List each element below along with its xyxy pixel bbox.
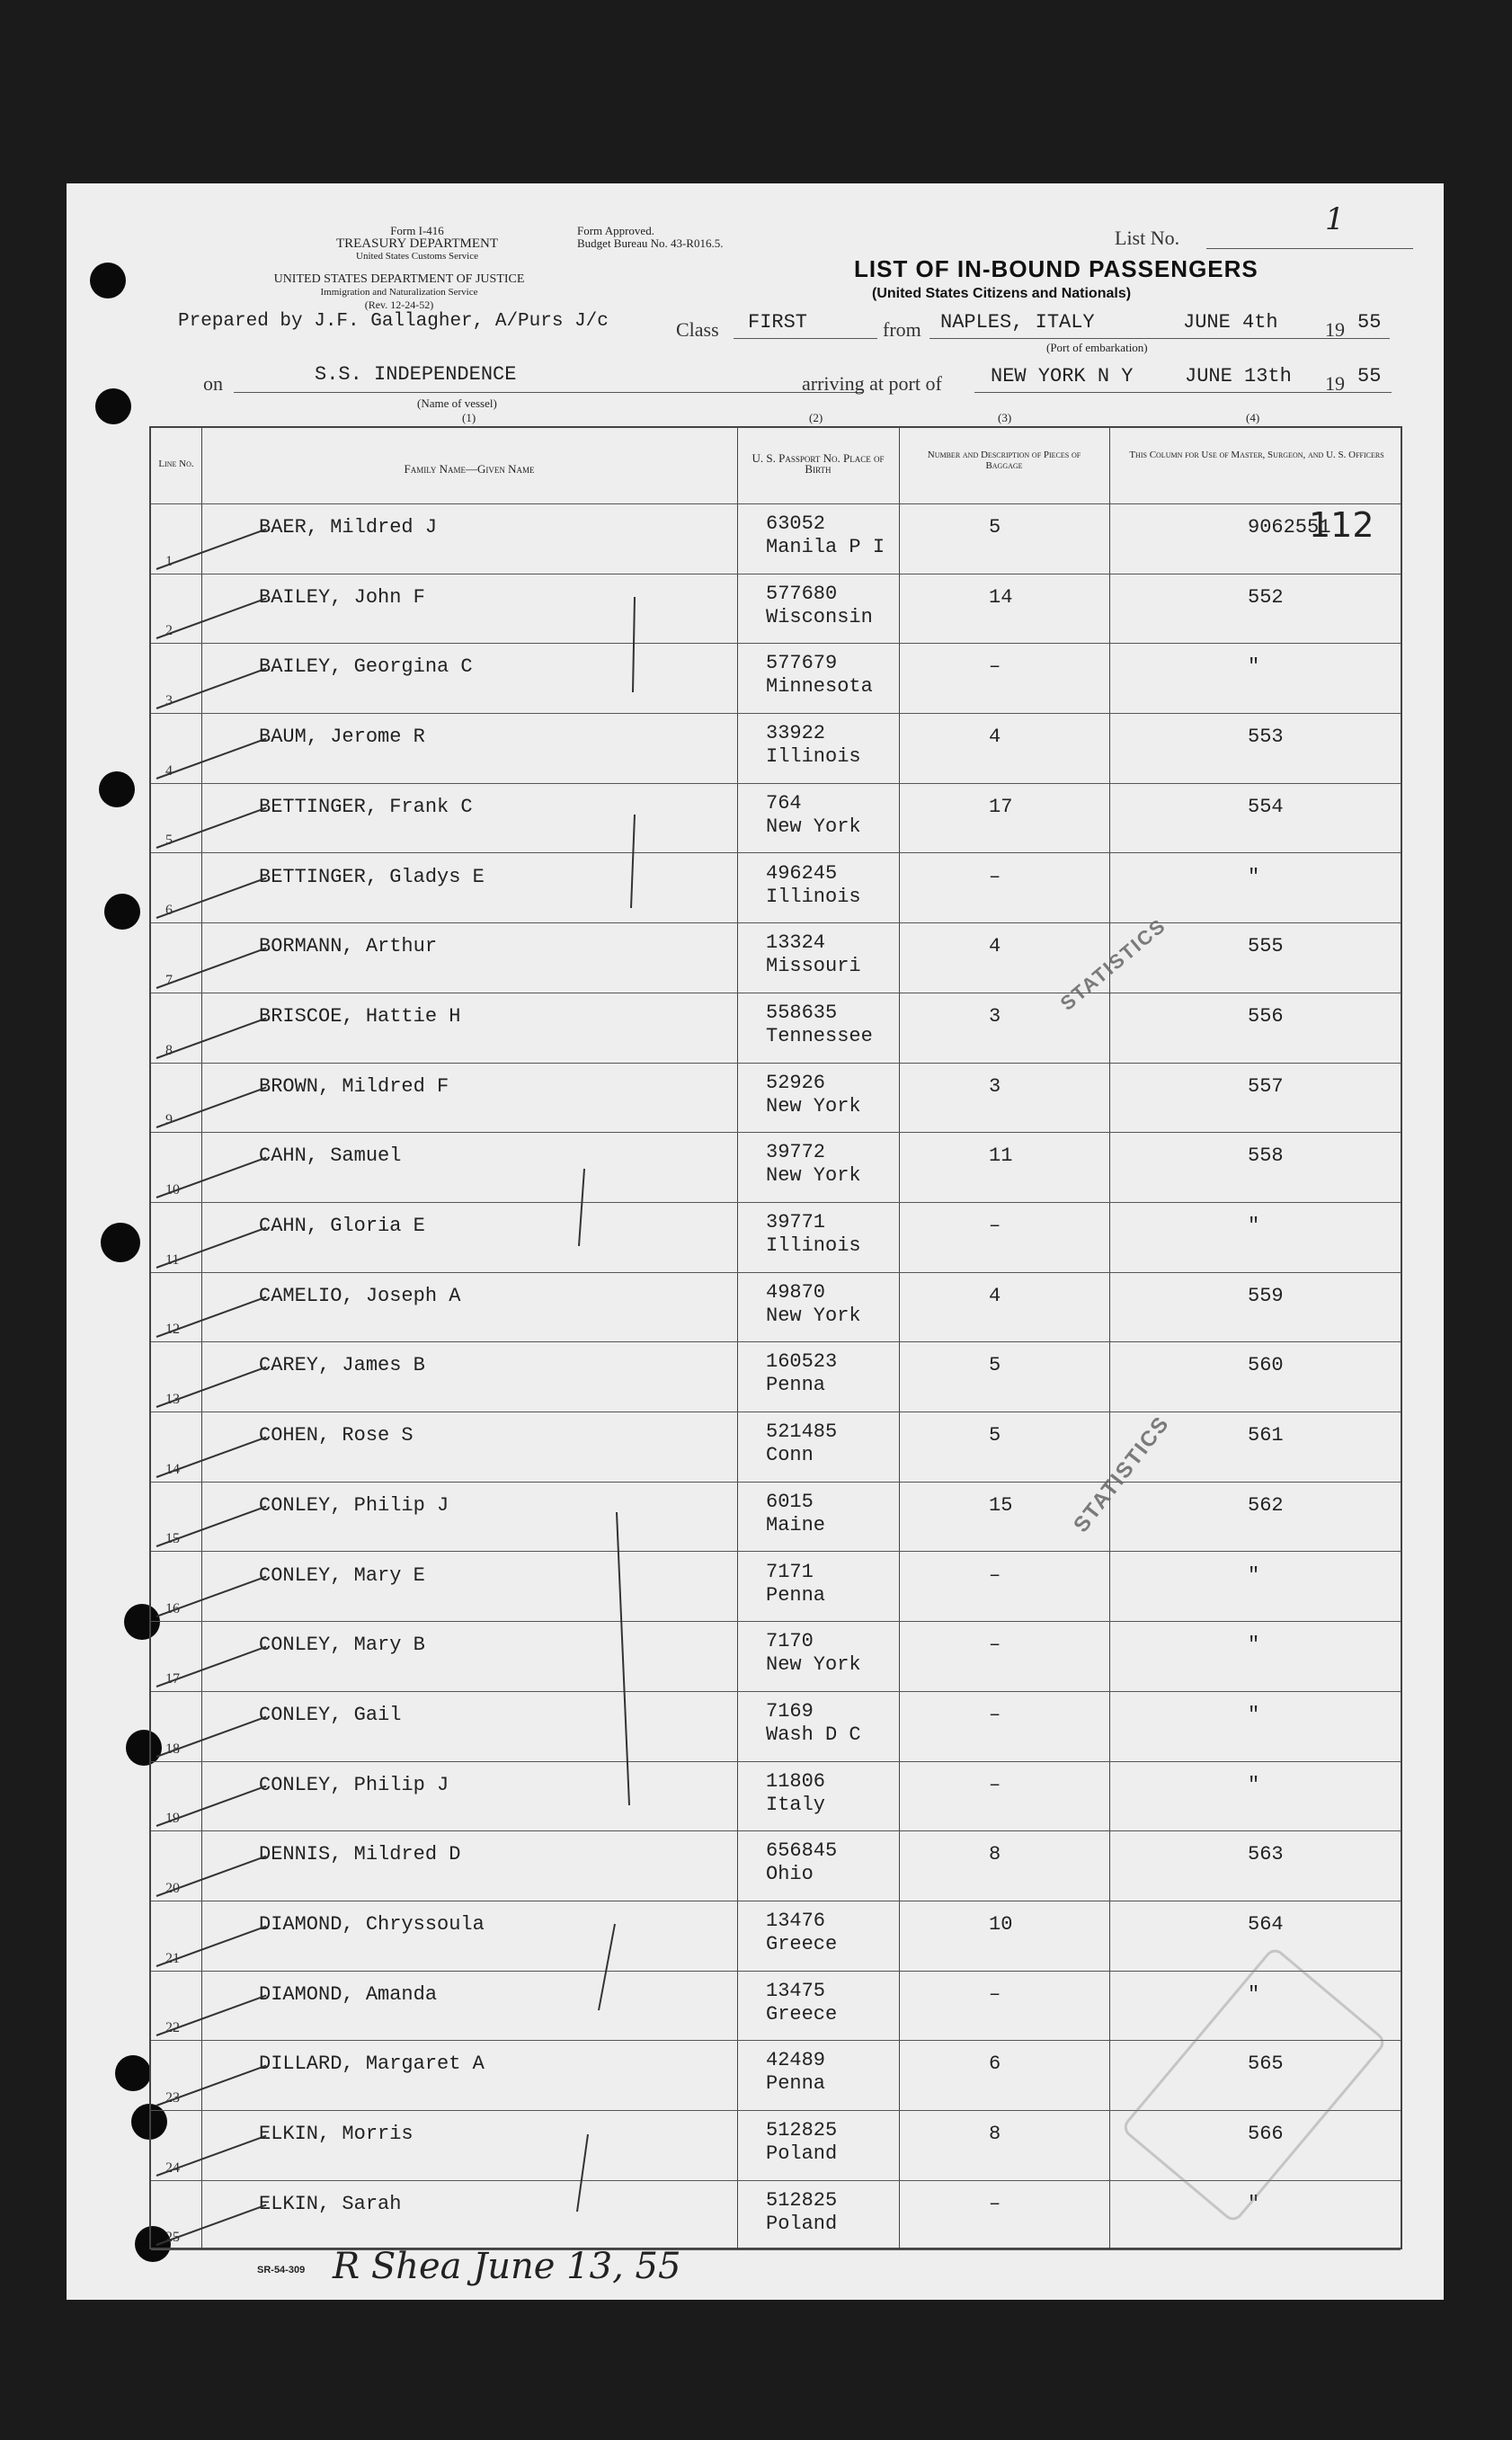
birthplace: Tennessee — [766, 1024, 873, 1047]
col-marker-4: (4) — [1246, 411, 1260, 424]
line-number: 5 — [165, 833, 173, 849]
passenger-name: DIAMOND, Amanda — [259, 1982, 438, 2006]
statistics-stamp: STATISTICS — [1069, 1411, 1175, 1537]
baggage-count: 14 — [989, 585, 1013, 609]
line-number: 7 — [165, 972, 173, 988]
baggage-count: 4 — [989, 935, 1001, 958]
handwritten-bracket — [631, 815, 635, 908]
birthplace: New York — [766, 1164, 861, 1188]
depart-date: JUNE 4th — [1183, 311, 1278, 334]
passenger-name: CAMELIO, Joseph A — [259, 1284, 461, 1307]
birthplace: Conn — [766, 1444, 814, 1467]
passenger-name: BAILEY, Georgina C — [259, 655, 473, 679]
baggage-count: 10 — [989, 1913, 1013, 1936]
inspector-signature: R Shea June 13, 55 — [333, 2246, 681, 2287]
from-label: from — [883, 318, 921, 341]
officer-reference: 552 — [1248, 585, 1284, 609]
passport-number: 558635 — [766, 1001, 838, 1024]
officer-reference: 9062551 — [1248, 516, 1331, 539]
depart-year-prefix: 19 — [1325, 318, 1345, 341]
baggage-count: 17 — [989, 795, 1013, 818]
baggage-count: 3 — [989, 1074, 1001, 1098]
officer-reference: " — [1248, 655, 1260, 679]
line-number: 14 — [165, 1461, 180, 1477]
passenger-name: CONLEY, Gail — [259, 1703, 402, 1726]
col-marker-2: (2) — [809, 411, 823, 424]
col-marker-1: (1) — [462, 411, 476, 424]
line-number: 17 — [165, 1670, 180, 1687]
form-title: LIST OF IN-BOUND PASSENGERS — [854, 255, 1259, 282]
birthplace: New York — [766, 1304, 861, 1327]
baggage-count: 6 — [989, 2053, 1001, 2076]
justice-dept: UNITED STATES DEPARTMENT OF JUSTICE — [273, 272, 525, 286]
prepared-by: Prepared by J.F. Gallagher, A/Purs J/c — [178, 311, 609, 332]
passport-number: 13324 — [766, 931, 826, 955]
revision-date: (Rev. 12-24-52) — [364, 298, 434, 311]
passenger-name: ELKIN, Morris — [259, 2123, 414, 2146]
passenger-name: CAREY, James B — [259, 1354, 425, 1377]
passport-number: 42489 — [766, 2049, 826, 2072]
officer-reference: " — [1248, 1703, 1260, 1726]
baggage-count: 8 — [989, 2123, 1001, 2146]
form-approved: Form Approved. — [577, 224, 654, 237]
baggage-count: 11 — [989, 1144, 1013, 1168]
on-label: on — [203, 372, 223, 395]
birthplace: Illinois — [766, 745, 861, 769]
officer-reference: " — [1248, 2192, 1260, 2215]
form-subtitle: (United States Citizens and Nationals) — [872, 286, 1132, 301]
birthplace: Poland — [766, 2142, 838, 2166]
officer-reference: 562 — [1248, 1493, 1284, 1517]
line-number: 10 — [165, 1181, 180, 1198]
baggage-count: 15 — [989, 1493, 1013, 1517]
passenger-name: BETTINGER, Frank C — [259, 795, 473, 818]
line-number: 16 — [165, 1601, 180, 1617]
passport-number: 52926 — [766, 1071, 826, 1094]
birthplace: Wisconsin — [766, 605, 873, 628]
handwritten-bracket — [599, 1924, 615, 2010]
birthplace: Illinois — [766, 1234, 861, 1257]
birthplace: Italy — [766, 1793, 826, 1816]
passport-number: 160523 — [766, 1350, 838, 1374]
baggage-count: 3 — [989, 1004, 1001, 1028]
officer-reference: 553 — [1248, 726, 1284, 749]
officer-reference: 556 — [1248, 1004, 1284, 1028]
handwritten-bracket — [579, 1169, 584, 1246]
baggage-count: – — [989, 1703, 1001, 1726]
line-number: 12 — [165, 1322, 180, 1338]
officer-reference: " — [1248, 1215, 1260, 1237]
baggage-count: – — [989, 1563, 1001, 1587]
passport-number: 512825 — [766, 2119, 838, 2142]
handwritten-bracket — [577, 2134, 588, 2212]
arrival-year: 55 — [1357, 365, 1382, 387]
depart-year: 55 — [1357, 311, 1382, 334]
line-number: 6 — [165, 903, 173, 919]
birthplace: Minnesota — [766, 675, 873, 699]
line-number: 8 — [165, 1042, 173, 1058]
port-embarkation-note: (Port of embarkation) — [1046, 341, 1148, 354]
baggage-count: 8 — [989, 1843, 1001, 1866]
baggage-count: – — [989, 655, 1001, 679]
line-number: 3 — [165, 693, 173, 709]
header-baggage: Number and Description of Pieces of Baggage — [927, 450, 1081, 471]
passenger-name: DILLARD, Margaret A — [259, 2053, 485, 2076]
line-number: 2 — [165, 623, 173, 639]
passenger-name: BAILEY, John F — [259, 585, 425, 609]
baggage-count: 5 — [989, 1424, 1001, 1447]
passport-number: 63052 — [766, 512, 826, 535]
passport-number: 13476 — [766, 1910, 826, 1932]
header-line-no: Line No. — [158, 459, 194, 469]
budget-bureau-number: Budget Bureau No. 43-R016.5. — [577, 236, 724, 250]
list-number-label: List No. — [1115, 227, 1180, 249]
list-number-value: 1 — [1325, 201, 1345, 237]
passenger-name: COHEN, Rose S — [259, 1424, 414, 1447]
header-officers: This Column for Use of Master, Surgeon, and U. S. Officers — [1129, 450, 1384, 460]
baggage-count: – — [989, 865, 1001, 888]
passenger-name: CAHN, Gloria E — [259, 1215, 425, 1237]
passport-number: 13475 — [766, 1979, 826, 2002]
officer-reference: " — [1248, 1563, 1260, 1587]
passport-number: 39771 — [766, 1211, 826, 1233]
passenger-name: BRISCOE, Hattie H — [259, 1004, 461, 1028]
header-passport: U. S. Passport No. Place of Birth — [752, 451, 885, 476]
officer-reference: 555 — [1248, 935, 1284, 958]
passenger-name: BAUM, Jerome R — [259, 726, 425, 749]
passenger-name: CAHN, Samuel — [259, 1144, 402, 1168]
officer-reference: 564 — [1248, 1913, 1284, 1936]
passport-number: 764 — [766, 791, 802, 815]
passenger-name: CONLEY, Mary B — [259, 1634, 425, 1657]
customs-service: United States Customs Service — [356, 251, 478, 262]
handwritten-count: 112 — [1309, 505, 1374, 545]
passenger-name: BROWN, Mildred F — [259, 1074, 449, 1098]
officer-reference: " — [1248, 1634, 1260, 1657]
passport-number: 496245 — [766, 861, 838, 885]
passport-number: 7170 — [766, 1630, 814, 1653]
header-name: Family Name—Given Name — [404, 462, 535, 476]
arriving-label: arriving at port of — [802, 372, 942, 395]
passenger-name: BORMANN, Arthur — [259, 935, 438, 958]
baggage-count: – — [989, 1982, 1001, 2006]
baggage-count: 5 — [989, 1354, 1001, 1377]
passenger-name: BAER, Mildred J — [259, 516, 438, 539]
officer-reference: 560 — [1248, 1354, 1284, 1377]
birthplace: New York — [766, 815, 861, 838]
officer-reference: " — [1248, 1773, 1260, 1796]
arrival-year-prefix: 19 — [1325, 372, 1345, 395]
officer-reference: 554 — [1248, 795, 1284, 818]
birthplace: Wash D C — [766, 1723, 861, 1746]
line-number: 18 — [165, 1741, 180, 1757]
officer-reference: " — [1248, 865, 1260, 888]
birthplace: Greece — [766, 2002, 838, 2026]
col-marker-3: (3) — [998, 411, 1012, 424]
passenger-name: CONLEY, Mary E — [259, 1563, 425, 1587]
line-number: 4 — [165, 762, 173, 779]
birthplace: Poland — [766, 2212, 838, 2235]
line-number: 20 — [165, 1880, 180, 1896]
officer-reference: " — [1248, 1982, 1260, 2006]
line-number: 9 — [165, 1112, 173, 1128]
class-value: FIRST — [748, 311, 808, 334]
passport-number: 39772 — [766, 1141, 826, 1164]
vessel-note: (Name of vessel) — [417, 396, 497, 410]
passport-number: 33922 — [766, 722, 826, 745]
birthplace: Penna — [766, 1583, 826, 1607]
baggage-count: – — [989, 1215, 1001, 1237]
form-number: Form I-416 — [390, 224, 444, 237]
line-number: 25 — [165, 2230, 180, 2246]
baggage-count: 4 — [989, 726, 1001, 749]
vessel-name: S.S. INDEPENDENCE — [315, 363, 517, 386]
officer-reference: 559 — [1248, 1284, 1284, 1307]
birthplace: Maine — [766, 1513, 826, 1536]
baggage-count: – — [989, 1773, 1001, 1796]
passport-number: 656845 — [766, 1839, 838, 1863]
officer-reference: 566 — [1248, 2123, 1284, 2146]
form-code: SR-54-309 — [257, 2265, 306, 2275]
passport-number: 11806 — [766, 1769, 826, 1793]
passport-number: 6015 — [766, 1490, 814, 1513]
officer-reference: 557 — [1248, 1074, 1284, 1098]
from-port: NAPLES, ITALY — [940, 311, 1095, 334]
birthplace: Illinois — [766, 885, 861, 908]
birthplace: Penna — [766, 1374, 826, 1397]
arrival-date: JUNE 13th — [1185, 365, 1292, 387]
line-number: 15 — [165, 1531, 180, 1547]
officer-reference: 558 — [1248, 1144, 1284, 1168]
passenger-name: BETTINGER, Gladys E — [259, 865, 485, 888]
officer-reference: 563 — [1248, 1843, 1284, 1866]
passport-number: 521485 — [766, 1420, 838, 1444]
line-number: 11 — [165, 1251, 180, 1268]
baggage-count: – — [989, 2192, 1001, 2215]
passport-number: 512825 — [766, 2188, 838, 2212]
baggage-count: – — [989, 1634, 1001, 1657]
passport-number: 7169 — [766, 1699, 814, 1723]
line-number: 23 — [165, 2090, 180, 2106]
birthplace: Ohio — [766, 1863, 814, 1886]
handwritten-bracket — [617, 1512, 629, 1805]
baggage-count: 4 — [989, 1284, 1001, 1307]
line-number: 24 — [165, 2159, 180, 2176]
birthplace: Greece — [766, 1933, 838, 1955]
birthplace: Manila P I — [766, 536, 885, 558]
birthplace: Missouri — [766, 955, 861, 978]
birthplace: New York — [766, 1094, 861, 1118]
arrival-port: NEW YORK N Y — [991, 365, 1134, 387]
passport-number: 7171 — [766, 1560, 814, 1583]
birthplace: New York — [766, 1653, 861, 1677]
line-number: 1 — [165, 553, 173, 569]
birthplace: Penna — [766, 2072, 826, 2096]
class-label: Class — [676, 318, 719, 341]
handwritten-bracket — [633, 597, 635, 692]
passenger-name: CONLEY, Philip J — [259, 1493, 449, 1517]
statistics-stamp: STATISTICS — [1055, 913, 1170, 1015]
line-number: 13 — [165, 1392, 180, 1408]
passenger-name: DIAMOND, Chryssoula — [259, 1913, 485, 1936]
ins-service: Immigration and Naturalization Service — [320, 287, 478, 298]
treasury-dept: TREASURY DEPARTMENT — [335, 236, 499, 251]
baggage-count: 5 — [989, 516, 1001, 539]
passport-number: 577680 — [766, 582, 838, 605]
line-number: 19 — [165, 1811, 180, 1827]
passport-number: 577679 — [766, 652, 838, 675]
passenger-name: ELKIN, Sarah — [259, 2192, 402, 2215]
line-number: 22 — [165, 2020, 180, 2036]
officer-reference: 565 — [1248, 2053, 1284, 2076]
passenger-name: CONLEY, Philip J — [259, 1773, 449, 1796]
passenger-name: DENNIS, Mildred D — [259, 1843, 461, 1866]
officer-reference: 561 — [1248, 1424, 1284, 1447]
passport-number: 49870 — [766, 1280, 826, 1304]
line-number: 21 — [165, 1950, 180, 1966]
